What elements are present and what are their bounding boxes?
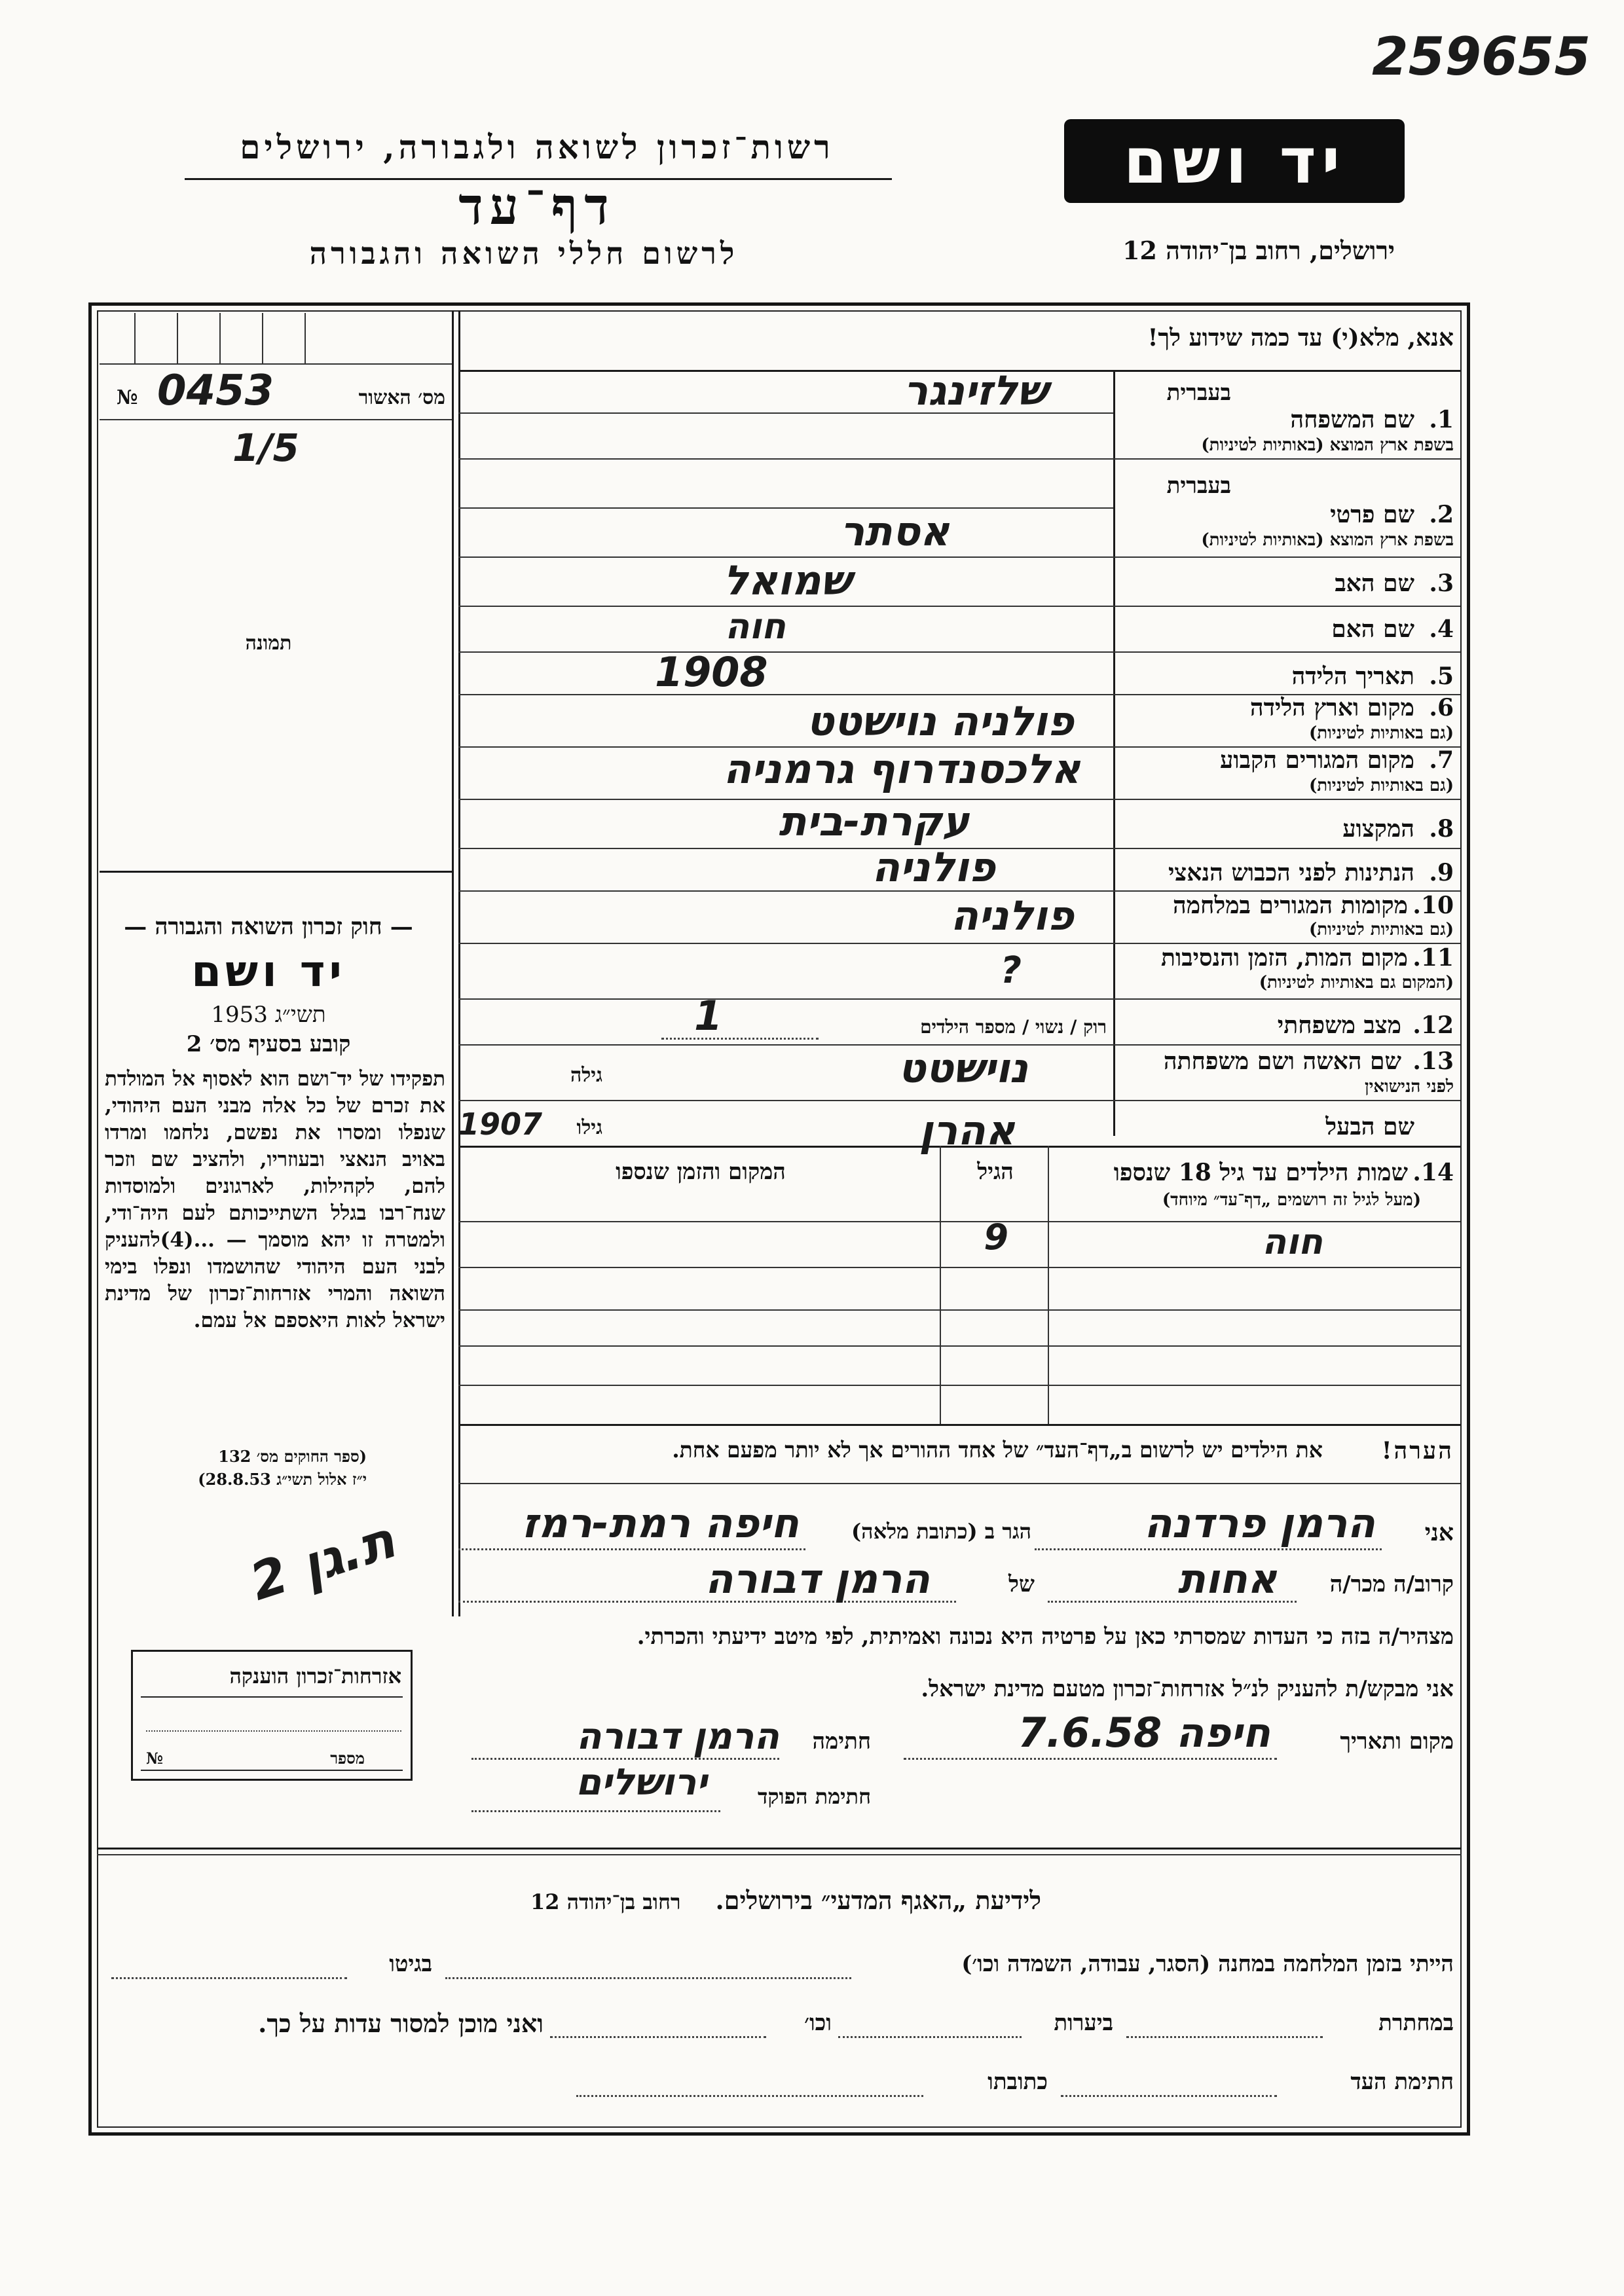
field-6-label: מקום וארץ הלידה (1249, 694, 1414, 721)
field-14-label: שמות הילדים עד גיל 18 שנספו (1113, 1159, 1408, 1186)
nationality-value: פולניה (872, 843, 995, 891)
field-7-sub: (גם באותיות לטיניות) (1308, 776, 1454, 795)
decl-signature-value: הרמן דבורה (576, 1715, 779, 1758)
footer-ghetto: בגיטו (389, 1951, 432, 1977)
law-name: יד ושם (191, 946, 346, 996)
field-5-number: 5. (1429, 663, 1454, 690)
law-source-1: (ספר החוקים מס׳ 132 (218, 1447, 367, 1466)
father-name-value: שמואל (723, 556, 851, 604)
left-panel-border-2 (458, 310, 460, 1616)
decl-of-label: של (1008, 1571, 1035, 1597)
birth-date-value: 1908 (655, 648, 768, 696)
decl-relation-value: אחות (1177, 1555, 1277, 1603)
wartime-residence-value: פולניה (950, 892, 1074, 939)
husband-age-value: 1907 (458, 1106, 543, 1142)
field-13-sub: לפני הנישואין (1364, 1077, 1454, 1097)
husband-age-label: גילו (576, 1116, 602, 1139)
family-name-value: שלזינגר (903, 367, 1048, 414)
children-col-age-right (1048, 1146, 1049, 1424)
field-4-label: שם האם (1331, 615, 1414, 643)
footer-notice-title: לידיעת „האגף המדעי״ בירושלים. (715, 1886, 1042, 1915)
law-source-2: י״ז אלול תשי״ג 28.8.53) (198, 1470, 367, 1489)
decl-request: אני מבקש/ת להעניק לנ״ל אזרחות־זכרון מטעם מדינת ישראל. (921, 1676, 1454, 1702)
mother-name-value: חוה (725, 606, 786, 647)
side-signature: ת.גן 2 (243, 1510, 403, 1613)
note-label: הערה! (1381, 1437, 1454, 1465)
field-1-number: 1. (1429, 406, 1454, 433)
child-1-name: חוה (1262, 1221, 1323, 1262)
field-3-label: שם האב (1335, 570, 1414, 597)
photo-bottom (100, 871, 452, 873)
note-text: את הילדים יש לרשום ב„דף־העד״ של אחד ההורים אך לא יותר מפעם אחת. (672, 1437, 1323, 1463)
husband-label: שם הבעל (1325, 1113, 1414, 1140)
field-12-number: 12. (1412, 1011, 1454, 1039)
citizenship-box (131, 1650, 413, 1781)
form-title: דף־עד (458, 177, 616, 236)
field-7-label: מקום המגורים הקבוע (1220, 746, 1414, 774)
field-1-label: שם המשפחה (1290, 406, 1414, 433)
instruction: אנא, מלא(י) עד כמה שידוע לך! (1147, 324, 1454, 352)
field-11-sub: (המקום גם באותיות לטיניות) (1259, 973, 1454, 993)
decl-resides-label: הגר ב (כתובת מלאה) (851, 1519, 1031, 1544)
field-14-sub: (מעל לגיל זה רושמים „דף־עד״ מיוחד) (1162, 1190, 1421, 1210)
footer-forests: ביערות (1054, 2010, 1113, 2036)
marital-options: רוק / נשוי / מספר הילדים (920, 1016, 1107, 1038)
footer-rule (97, 1848, 1462, 1850)
label-hebrew-2: בעברית (1166, 473, 1231, 499)
decl-relation-label: קרוב/ה מכר/ה (1329, 1571, 1454, 1597)
field-4-number: 4. (1429, 615, 1454, 643)
field-2-sub: בשפת ארץ המוצא (באותיות לטיניות) (1201, 530, 1454, 550)
decl-statement: מצהיר/ה בזה כי העדות שמסרתי כאן על פרטיה היא נכונה ואמיתית, לפי מיטב ידיעתי והכרתי. (637, 1624, 1454, 1650)
children-place-header: המקום והזמן שנספו (616, 1159, 786, 1185)
field-11-label: מקום המות, הזמן והנסיבות (1161, 944, 1408, 972)
photo-label: תמונה (245, 632, 292, 655)
residence-value: אלכסנדרוף גרמניה (723, 745, 1080, 793)
field-2-label: שם פרטי (1330, 501, 1414, 528)
decl-i-value: הרמן פרדנה (1144, 1499, 1375, 1547)
child-1-age: 9 (984, 1216, 1008, 1258)
field-6-number: 6. (1429, 694, 1454, 721)
footer-etc: וכו׳ (804, 2010, 832, 2036)
box-title: אזרחות־זכרון הוענקה (229, 1664, 401, 1688)
children-col-age-left (940, 1146, 941, 1424)
box-number-sign: № (146, 1749, 164, 1768)
field-10-number: 10. (1412, 892, 1454, 919)
form-subtitle: לרשום חללי השואה והגבורה (309, 236, 739, 271)
husband-name-value: אהרן (919, 1106, 1015, 1154)
left-tick-row (100, 363, 452, 365)
field-10-label: מקומות המגורים במלחמה (1173, 892, 1408, 919)
field-5-label: תאריך הלידה (1291, 663, 1414, 690)
decl-officer-value: ירושלים (576, 1761, 707, 1804)
box-number-label: מספר (330, 1749, 365, 1768)
footer-witness-signature: חתימת העד (1350, 2069, 1454, 2095)
death-value: ? (1000, 949, 1022, 992)
yad-vashem-logo (1064, 119, 1405, 203)
approval-label: מס׳ האשור (358, 386, 445, 409)
field-13-label: שם האשה ושם משפחתה (1163, 1048, 1401, 1075)
field-2-number: 2. (1429, 501, 1454, 528)
field-1-sub: בשפת ארץ המוצא (באותיות לטיניות) (1201, 435, 1454, 455)
decl-address-value: חיפה רמת-רמז (521, 1499, 799, 1547)
authority-line: רשות־זכרון לשואה ולגבורה, ירושלים (240, 128, 834, 166)
decl-place-date-label: מקום ותאריך (1340, 1728, 1454, 1755)
footer-witness-address: כתובתו (987, 2069, 1048, 2095)
approval-sub: 1/5 (232, 426, 299, 470)
approval-number: 0453 (157, 367, 274, 415)
law-title: — חוק זכרון השואה והגבורה — (124, 913, 413, 940)
first-name-value: אסתר (840, 507, 950, 555)
children-age-header: הגיל (977, 1159, 1014, 1185)
decl-place-date-value: חיפה 7.6.58 (1018, 1709, 1270, 1757)
law-year: תשי״ג 1953 (211, 1002, 326, 1028)
approval-no-sign: № (117, 386, 138, 409)
law-body: תפקידו של יד־ושם הוא לאסוף אל המולדת את זכרם של כל אלה מבני העם היהודי, שנפלו ומסרו את נפשם, נלחמו ומרדו באויב הנאצי ובעוזריו, ולהציב שם וזכר להם, לקהילות, לארגונים ולמוסדות שנח־רבו בגלל השתייכותם לעם היה־ודי, ולמטרה זו יהא מוסמך — ...(4)להעניק לבני העם היהודי שהושמדו ונפלו בימי השואה והמרי אזרחות־זכרון של מדינת ישראל לאות היאספם אל עמם. (105, 1067, 445, 1332)
label-column-border (1113, 370, 1115, 1136)
law-clause: קובע בסעיף מס׳ 2 (186, 1031, 351, 1057)
footer-notice (393, 1886, 1179, 1916)
field-6-sub: (גם באותיות לטיניות) (1308, 723, 1454, 743)
decl-of-value: הרמן דבורה (705, 1555, 930, 1603)
field-9-label: הנתינות לפני הכבוש הנאצי (1168, 859, 1414, 886)
footer-ready: ואני מוכן למסור עדות על כך. (258, 2009, 544, 2038)
field-8-label: המקצוע (1342, 815, 1414, 843)
footer-line1-label: הייתי בזמן המלחמה במחנה (הסגר, עבודה, השמדה וכו׳) (961, 1951, 1454, 1977)
occupation-value: עקרת-בית (779, 797, 969, 845)
birth-place-value: פולניה נוישטט (806, 697, 1074, 745)
wife-name-value: נוישטט (898, 1044, 1028, 1092)
left-panel-border (452, 310, 454, 1616)
field-10-sub: (גם באותיות לטיניות) (1308, 920, 1454, 939)
footer-underground: במחתרת (1378, 2010, 1454, 2036)
archive-number: 259655 (1372, 26, 1591, 87)
field-12-label: מצב משפחתי (1277, 1011, 1401, 1039)
field-8-number: 8. (1429, 815, 1454, 843)
children-count-value: 1 (694, 992, 723, 1040)
field-13-number: 13. (1412, 1048, 1454, 1075)
logo-text: יד ושם (1123, 124, 1346, 198)
wife-age-label: גילה (570, 1064, 602, 1087)
label-hebrew-1: בעברית (1166, 380, 1231, 406)
decl-signature-label: חתימה (812, 1728, 871, 1755)
field-11-number: 11. (1412, 944, 1454, 972)
header-address: ירושלים, רחוב בן־יהודה 12 (1122, 236, 1395, 265)
field-3-number: 3. (1429, 570, 1454, 597)
decl-officer-label: חתימת הפוקד (758, 1784, 871, 1809)
field-9-number: 9. (1429, 859, 1454, 886)
field-7-number: 7. (1429, 746, 1454, 774)
decl-i-label: אני (1424, 1519, 1454, 1546)
footer-notice-address: רחוב בן־יהודה 12 (530, 1889, 681, 1914)
field-14-number: 14. (1412, 1159, 1454, 1186)
